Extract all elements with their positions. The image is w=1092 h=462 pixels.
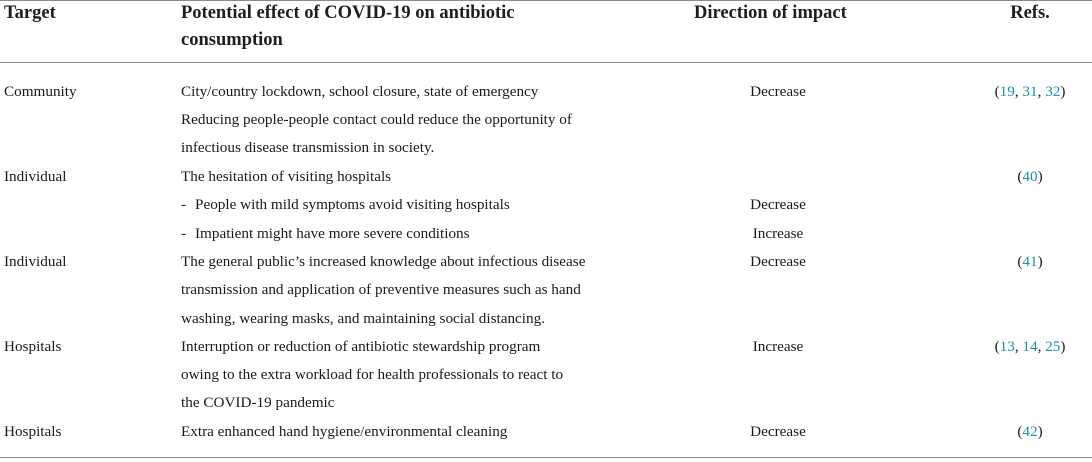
row-target: Community	[4, 83, 77, 100]
refs-open-paren: (	[994, 338, 1000, 355]
ref-link[interactable]: 32	[1045, 83, 1061, 100]
refs-open-paren: (	[1017, 423, 1023, 440]
row-target: Hospitals	[4, 338, 62, 355]
refs-close-paren: )	[1037, 253, 1043, 270]
sub-item-direction: Increase	[752, 225, 804, 242]
ref-link[interactable]: 14	[1022, 338, 1038, 355]
table-top-rule	[0, 0, 1092, 1]
header-bottom-rule	[0, 62, 1092, 63]
ref-link[interactable]: 41	[1022, 253, 1038, 270]
sub-item-dash: -	[181, 225, 187, 242]
row-effect-line: City/country lockdown, school closure, state of emergency	[181, 83, 539, 100]
row-effect-line: The general public’s increased knowledge about infectious disease	[181, 253, 586, 270]
row-direction: Increase	[752, 338, 804, 355]
refs-close-paren: )	[1037, 168, 1043, 185]
refs-close-paren: )	[1060, 83, 1066, 100]
sub-item-text: Impatient might have more severe conditions	[195, 225, 470, 242]
header-direction: Direction of impact	[694, 3, 847, 23]
refs-open-paren: (	[994, 83, 1000, 100]
row-effect-line: the COVID-19 pandemic	[181, 394, 335, 411]
row-effect-line: washing, wearing masks, and maintaining social distancing.	[181, 310, 546, 327]
sub-item-text: People with mild symptoms avoid visiting hospitals	[195, 196, 510, 213]
ref-link[interactable]: 40	[1022, 168, 1038, 185]
row-effect-line: Reducing people-people contact could reduce the opportunity of	[181, 111, 572, 128]
row-effect-line: transmission and application of preventive measures such as hand	[181, 281, 581, 298]
row-target: Individual	[4, 168, 67, 185]
sub-item-dash: -	[181, 196, 187, 213]
refs-open-paren: (	[1017, 168, 1023, 185]
row-target: Hospitals	[4, 423, 62, 440]
ref-link[interactable]: 31	[1022, 83, 1038, 100]
table-bottom-rule	[0, 457, 1092, 458]
row-effect-line: The hesitation of visiting hospitals	[181, 168, 392, 185]
ref-link[interactable]: 42	[1022, 423, 1038, 440]
row-effect-line: owing to the extra workload for health professionals to react to	[181, 366, 564, 383]
sub-item-direction: Decrease	[750, 196, 806, 213]
refs-open-paren: (	[1017, 253, 1023, 270]
row-sub-item	[181, 191, 510, 219]
header-effect-line1: Potential effect of COVID-19 on antibiotic	[181, 3, 515, 23]
ref-link[interactable]: 13	[999, 338, 1015, 355]
header-effect-line2: consumption	[181, 30, 283, 50]
row-target: Individual	[4, 253, 67, 270]
row-direction: Decrease	[750, 423, 806, 440]
ref-link[interactable]: 25	[1045, 338, 1061, 355]
row-refs: (13, 14, 25)	[994, 338, 1066, 355]
row-refs	[950, 248, 1092, 276]
row-refs	[950, 163, 1092, 191]
row-direction: Decrease	[750, 83, 806, 100]
row-direction: Decrease	[750, 253, 806, 270]
refs-close-paren: )	[1060, 338, 1066, 355]
header-target: Target	[4, 3, 56, 23]
row-effect-line: Extra enhanced hand hygiene/environmental cleaning	[181, 423, 508, 440]
row-effect-line: Interruption or reduction of antibiotic stewardship program	[181, 338, 541, 355]
refs-close-paren: )	[1037, 423, 1043, 440]
row-sub-item	[181, 220, 470, 248]
ref-link[interactable]: 19	[999, 83, 1015, 100]
header-refs: Refs.	[1010, 3, 1050, 23]
row-effect-line: infectious disease transmission in society.	[181, 139, 435, 156]
row-refs: (19, 31, 32)	[994, 83, 1066, 100]
row-refs	[950, 418, 1092, 446]
